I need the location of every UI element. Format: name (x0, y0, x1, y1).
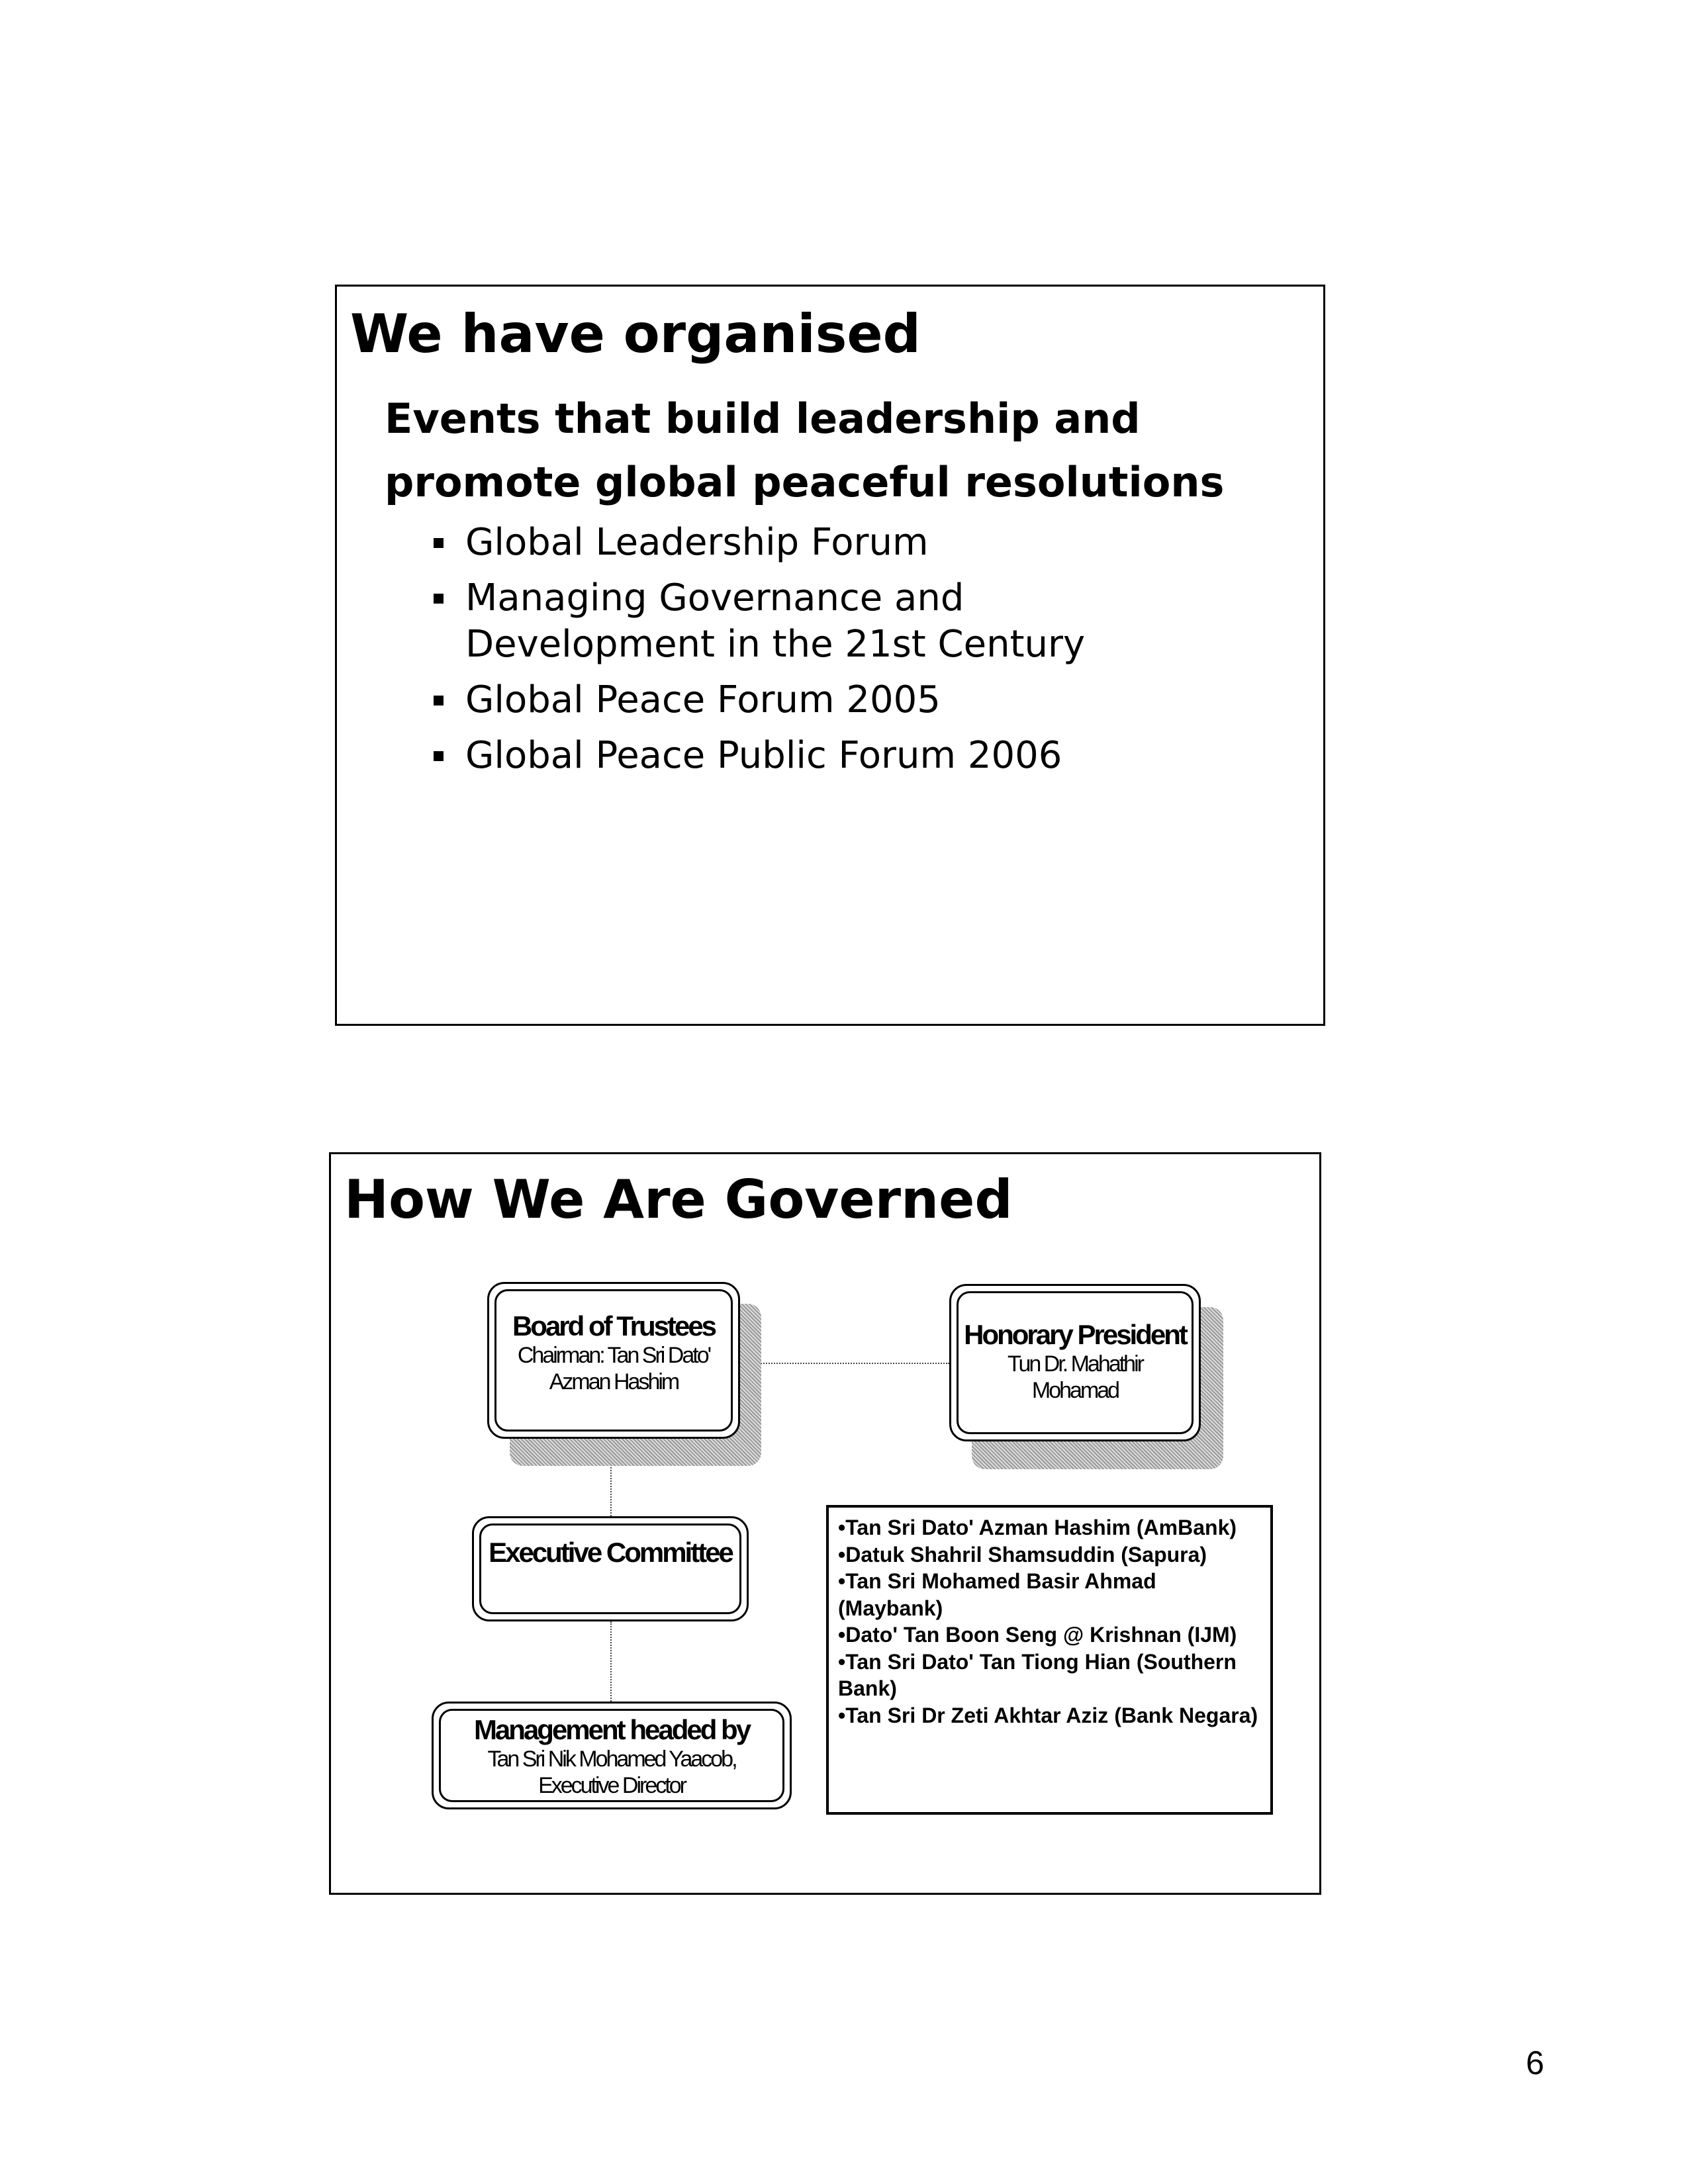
board-of-trustees-box (487, 1282, 740, 1439)
slide-we-have-organised (335, 285, 1325, 1026)
list-item: •Tan Sri Dr Zeti Akhtar Aziz (Bank Negara) (838, 1703, 1258, 1727)
square-bullet-icon (434, 751, 444, 761)
box-line: Tun Dr. Mahathir (1008, 1351, 1143, 1377)
trustee-members-list (826, 1505, 1273, 1815)
slide-subtitle-line1: Events that build leadership and (385, 394, 1141, 443)
list-item-text: Global Peace Public Forum 2006 (465, 734, 1062, 777)
page-number: 6 (1526, 2044, 1544, 2081)
square-bullet-icon (434, 594, 444, 604)
list-item (434, 575, 1096, 668)
connector-board-president (740, 1363, 949, 1364)
box-line: Mohamad (1031, 1378, 1119, 1403)
list-item (434, 677, 1096, 723)
box-line: Chairman: Tan Sri Dato' (517, 1343, 710, 1368)
list-item-text: Managing Governance and Development in the 21st Century (465, 576, 1086, 666)
management-box (432, 1702, 792, 1809)
box-heading: Board of Trustees (512, 1310, 716, 1342)
box-line: Azman Hashim (549, 1369, 679, 1394)
list-item: •Tan Sri Dato' Tan Tiong Hian (Southern Bank) (838, 1649, 1237, 1700)
connector-exco-management (610, 1621, 612, 1702)
event-list (434, 520, 1096, 788)
box-heading: Honorary President (964, 1319, 1186, 1350)
square-bullet-icon (434, 538, 444, 548)
list-item (434, 520, 1096, 566)
honorary-president-box (949, 1284, 1201, 1441)
list-item: •Dato' Tan Boon Seng @ Krishnan (IJM) (838, 1623, 1237, 1647)
list-item: •Datuk Shahril Shamsuddin (Sapura) (838, 1542, 1207, 1567)
slide-subtitle-line2: promote global peaceful resolutions (385, 458, 1225, 506)
list-item-text: Global Peace Forum 2005 (465, 678, 941, 721)
list-item: •Tan Sri Mohamed Basir Ahmad (Maybank) (838, 1569, 1156, 1620)
slide-title: How We Are Governed (344, 1169, 1013, 1230)
executive-committee-box (472, 1516, 749, 1621)
list-item: •Tan Sri Dato' Azman Hashim (AmBank) (838, 1516, 1237, 1539)
list-item (434, 733, 1096, 779)
box-heading: Executive Committee (489, 1537, 732, 1568)
slide-title: We have organised (350, 303, 921, 365)
box-line: Tan Sri Nik Mohamed Yaacob, (487, 1747, 736, 1772)
list-item-text: Global Leadership Forum (465, 521, 929, 564)
square-bullet-icon (434, 696, 444, 705)
box-line: Executive Director (538, 1773, 685, 1798)
box-heading: Management headed by (473, 1714, 750, 1745)
